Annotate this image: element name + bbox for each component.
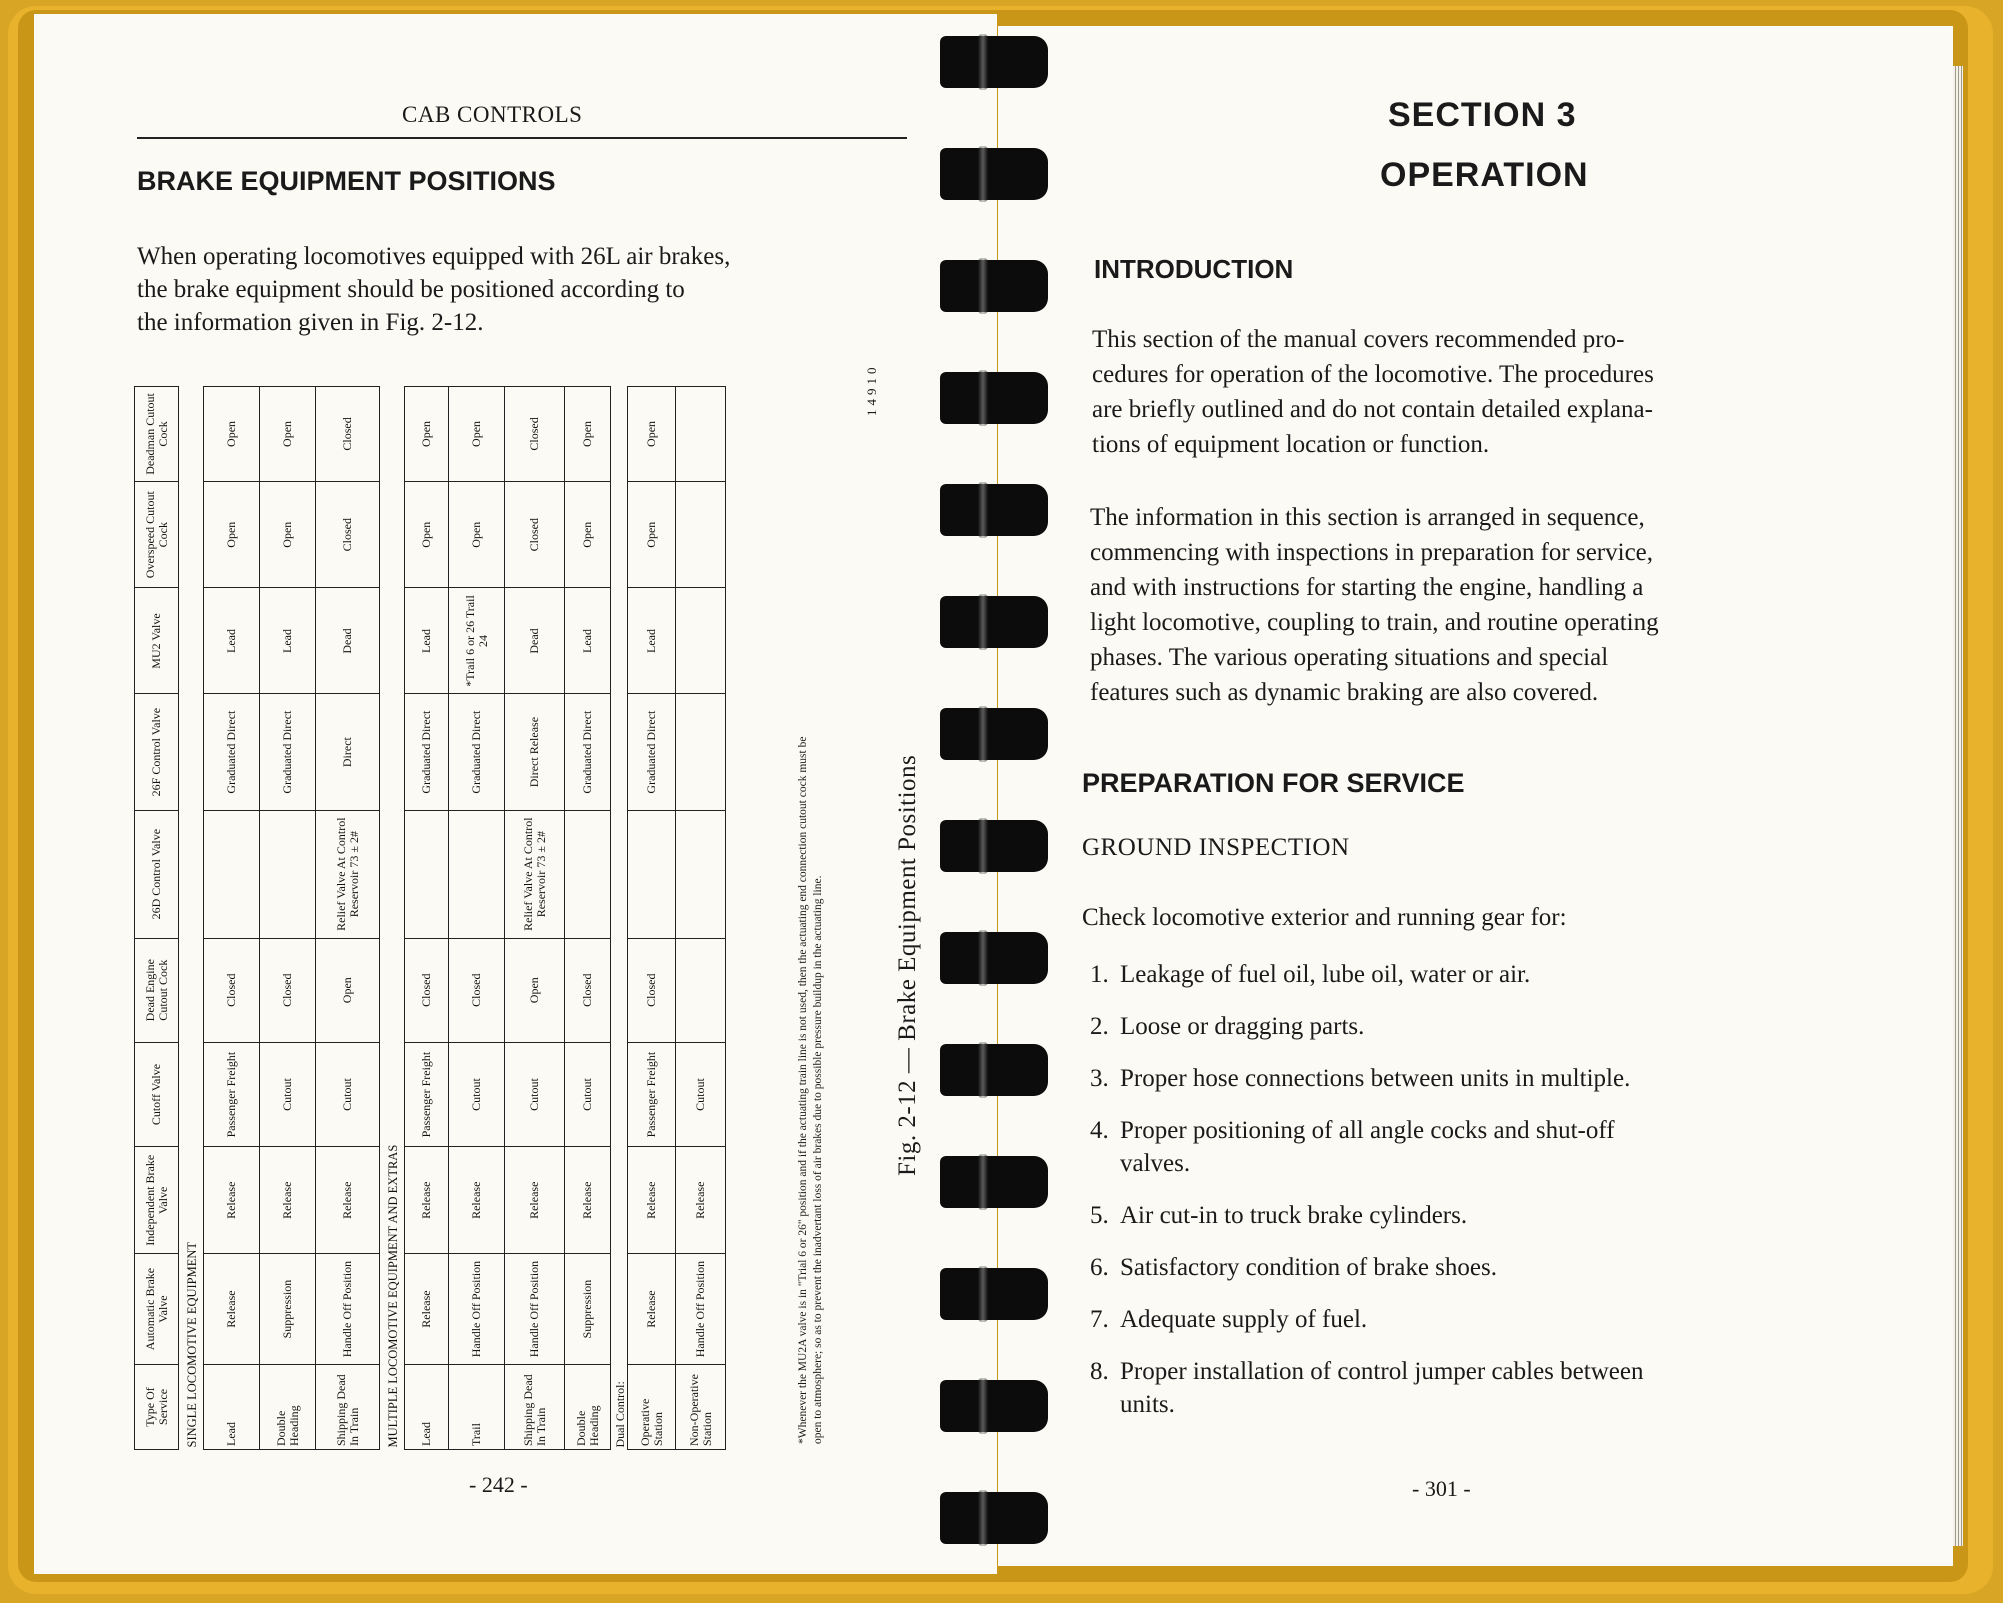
table-cell	[449, 810, 505, 938]
list-item	[1090, 1251, 1940, 1284]
table-cell: Closed	[565, 938, 611, 1042]
table-cell: Release	[316, 1147, 380, 1254]
table-cell: Open	[628, 481, 676, 588]
table-header-row	[135, 387, 179, 1450]
table-cell: Cutout	[449, 1042, 505, 1147]
table-cell	[204, 810, 260, 938]
table-cell: Release	[204, 1254, 260, 1365]
table-cell: Dead	[505, 588, 565, 694]
table-cell: Non-Operative Station	[676, 1364, 726, 1449]
section-title: MULTIPLE LOCOMOTIVE EQUIPMENT AND EXTRAS	[385, 1144, 400, 1448]
table-row	[204, 387, 260, 1450]
figure-caption: Fig. 2-12 — Brake Equipment Positions	[894, 754, 921, 1176]
table-cell: Open	[316, 938, 380, 1042]
table-row	[565, 387, 611, 1450]
page-edges	[1953, 66, 1963, 1546]
figure-number: 14910	[864, 363, 879, 416]
col-header: Dead Engine Cutout Cock	[135, 938, 179, 1042]
ground-inspection-heading: GROUND INSPECTION	[1082, 834, 1350, 861]
table-cell: Lead	[260, 588, 316, 694]
table-cell	[676, 810, 726, 938]
table-cell: Graduated Direct	[260, 694, 316, 810]
header-rule	[137, 137, 907, 139]
table-cell: Trail	[449, 1364, 505, 1449]
item-text: Proper installation of control jumper cables between	[1120, 1358, 1644, 1385]
table-cell: Open	[204, 387, 260, 482]
binding-ring	[940, 30, 1048, 94]
table-cell: Lead	[565, 588, 611, 694]
col-header: Type Of Service	[135, 1364, 179, 1449]
table-cell: Relief Valve At Control Reservoir 73 ± 2#	[316, 810, 380, 938]
item-number: 2.	[1090, 1013, 1109, 1040]
col-header: Deadman Cutout Cock	[135, 387, 179, 482]
paragraph-line: commencing with inspections in preparation for service,	[1090, 539, 1654, 566]
table-footnote	[796, 404, 826, 1444]
table-cell: Handle Off Position	[676, 1254, 726, 1365]
table-cell: Graduated Direct	[405, 694, 449, 810]
table-cell: Release	[204, 1147, 260, 1254]
section-title: Dual Control:	[612, 1381, 627, 1448]
table-cell: Lead	[405, 588, 449, 694]
list-item	[1090, 1062, 1940, 1095]
list-item	[1090, 1010, 1940, 1043]
table-cell: Open	[449, 481, 505, 588]
binding-ring	[940, 1038, 1048, 1102]
brake-positions-table-rotated	[134, 386, 726, 1450]
binding-ring	[940, 590, 1048, 654]
table-cell: Closed	[316, 387, 380, 482]
table-cell: Closed	[449, 938, 505, 1042]
paragraph-line: This section of the manual covers recommended pro-	[1092, 326, 1625, 353]
table-cell: Open	[628, 387, 676, 482]
table-cell: Closed	[628, 938, 676, 1042]
paragraph-line: light locomotive, coupling to train, and routine operating	[1090, 609, 1659, 636]
intro-line: the brake equipment should be positioned according to	[137, 276, 685, 303]
paragraph-line: tions of equipment location or function.	[1092, 431, 1490, 458]
table-cell	[260, 810, 316, 938]
table-cell: Open	[565, 387, 611, 482]
intro-line: When operating locomotives equipped with 26L air brakes,	[137, 243, 731, 270]
introduction-paragraph	[1092, 322, 1932, 462]
col-header: Cutoff Valve	[135, 1042, 179, 1147]
binding-ring	[940, 142, 1048, 206]
item-number: 3.	[1090, 1065, 1109, 1092]
intro-paragraph	[137, 240, 927, 339]
intro-line: the information given in Fig. 2-12.	[137, 309, 484, 336]
table-cell: Release	[405, 1254, 449, 1365]
table-cell	[676, 481, 726, 588]
table-cell: Shipping Dead In Train	[505, 1364, 565, 1449]
table-cell	[676, 694, 726, 810]
item-number: 6.	[1090, 1254, 1109, 1281]
item-number: 1.	[1090, 961, 1109, 988]
table-cell: Open	[204, 481, 260, 588]
left-page	[34, 14, 997, 1574]
list-item	[1090, 958, 1940, 991]
item-text: units.	[1120, 1391, 1175, 1418]
item-number: 7.	[1090, 1306, 1109, 1333]
table-row	[316, 387, 380, 1450]
table-cell: Passenger Freight	[628, 1042, 676, 1147]
footnote-line: *Whenever the MU2A valve is in "Trial 6 or 26" position and if the actuating train line is not used, then the actuating end connection cutout cock must be	[797, 736, 809, 1444]
table-cell	[565, 810, 611, 938]
table-cell: Open	[260, 481, 316, 588]
table-cell: Closed	[204, 938, 260, 1042]
inspection-checklist	[1090, 958, 1940, 1440]
binding-ring	[940, 814, 1048, 878]
table-cell	[676, 387, 726, 482]
table-cell: Cutout	[316, 1042, 380, 1147]
table-cell: Cutout	[505, 1042, 565, 1147]
table-cell: Open	[449, 387, 505, 482]
section-title: SINGLE LOCOMOTIVE EQUIPMENT	[184, 1241, 199, 1448]
table-cell	[676, 588, 726, 694]
table-cell: Closed	[505, 387, 565, 482]
table-cell: Open	[405, 387, 449, 482]
table-cell: Closed	[316, 481, 380, 588]
table-cell: Graduated Direct	[204, 694, 260, 810]
paragraph-line: are briefly outlined and do not contain detailed explana-	[1092, 396, 1653, 423]
table-cell: Closed	[405, 938, 449, 1042]
table-cell: Open	[565, 481, 611, 588]
sequence-paragraph	[1090, 500, 1940, 710]
col-header: Automatic Brake Valve	[135, 1254, 179, 1365]
table-cell: Release	[260, 1147, 316, 1254]
table-row	[405, 387, 449, 1450]
table-cell: Direct Release	[505, 694, 565, 810]
table-cell: Release	[449, 1147, 505, 1254]
item-text: Satisfactory condition of brake shoes.	[1120, 1254, 1497, 1281]
table-cell: Cutout	[565, 1042, 611, 1147]
binding-ring	[940, 926, 1048, 990]
table-cell: Passenger Freight	[204, 1042, 260, 1147]
table-cell: Relief Valve At Control Reservoir 73 ± 2#	[505, 810, 565, 938]
paragraph-line: cedures for operation of the locomotive. The procedures	[1092, 361, 1654, 388]
binding-ring	[940, 1374, 1048, 1438]
running-header: CAB CONTROLS	[402, 102, 583, 127]
checklist-intro: Check locomotive exterior and running gear for:	[1082, 904, 1567, 931]
col-header: Independent Brake Valve	[135, 1147, 179, 1254]
table-cell: Release	[405, 1147, 449, 1254]
table-cell	[405, 810, 449, 938]
binding-ring	[940, 478, 1048, 542]
paragraph-line: phases. The various operating situations and special	[1090, 644, 1609, 671]
table-cell: *Trail 6 or 26 Trail 24	[449, 588, 505, 694]
item-text: valves.	[1120, 1150, 1191, 1177]
preparation-heading: PREPARATION FOR SERVICE	[1082, 768, 1465, 798]
item-text: Proper positioning of all angle cocks and shut-off	[1120, 1117, 1615, 1144]
table-cell: Lead	[628, 588, 676, 694]
table-row	[676, 387, 726, 1450]
table-row	[628, 387, 676, 1450]
item-number: 5.	[1090, 1202, 1109, 1229]
list-item	[1090, 1355, 1940, 1421]
table-cell: Lead	[405, 1364, 449, 1449]
table-cell: Graduated Direct	[565, 694, 611, 810]
table-cell: Double Heading	[260, 1364, 316, 1449]
page-number: - 242 -	[469, 1472, 528, 1497]
item-number: 4.	[1090, 1117, 1109, 1144]
introduction-heading: INTRODUCTION	[1094, 254, 1294, 284]
table-cell: Handle Off Position	[449, 1254, 505, 1365]
brake-positions-table	[134, 386, 726, 1450]
table-cell	[676, 938, 726, 1042]
table-cell: Closed	[260, 938, 316, 1042]
list-item	[1090, 1303, 1940, 1336]
table-cell: Cutout	[676, 1042, 726, 1147]
table-cell: Handle Off Position	[316, 1254, 380, 1365]
table-row	[505, 387, 565, 1450]
col-header: MU2 Valve	[135, 588, 179, 694]
table-row	[260, 387, 316, 1450]
table-row	[449, 387, 505, 1450]
table-cell: Release	[505, 1147, 565, 1254]
table-cell: Closed	[505, 481, 565, 588]
table-cell: Shipping Dead In Train	[316, 1364, 380, 1449]
table-cell: Graduated Direct	[449, 694, 505, 810]
table-cell: Release	[565, 1147, 611, 1254]
footnote-line: open to atmosphere; so as to prevent the inadvertant loss of air brakes due to possible pressure buildup in the actuating line.	[812, 875, 824, 1444]
table-cell: Dead	[316, 588, 380, 694]
paragraph-line: The information in this section is arranged in sequence,	[1090, 504, 1645, 531]
table-cell: Open	[260, 387, 316, 482]
col-header: Overspeed Cutout Cock	[135, 481, 179, 588]
table-cell: Release	[628, 1254, 676, 1365]
page-number: - 301 -	[1412, 1476, 1471, 1501]
table-cell: Handle Off Position	[505, 1254, 565, 1365]
table-cell: Suppression	[260, 1254, 316, 1365]
item-text: Air cut-in to truck brake cylinders.	[1120, 1202, 1468, 1229]
table-cell	[628, 810, 676, 938]
section-title: OPERATION	[1380, 156, 1589, 194]
binding-ring	[940, 366, 1048, 430]
binding-ring	[940, 702, 1048, 766]
paragraph-line: features such as dynamic braking are also covered.	[1090, 679, 1599, 706]
table-cell: Release	[628, 1147, 676, 1254]
item-text: Loose or dragging parts.	[1120, 1013, 1365, 1040]
table-cell: Double Heading	[565, 1364, 611, 1449]
table-cell: Lead	[204, 1364, 260, 1449]
table-cell: Open	[505, 938, 565, 1042]
item-text: Proper hose connections between units in multiple.	[1120, 1065, 1631, 1092]
table-cell: Direct	[316, 694, 380, 810]
binding-ring	[940, 1486, 1048, 1550]
table-cell: Lead	[204, 588, 260, 694]
binding-ring	[940, 254, 1048, 318]
right-page	[998, 26, 1953, 1566]
binding-ring	[940, 1150, 1048, 1214]
col-header: 26D Control Valve	[135, 810, 179, 938]
table-cell: Graduated Direct	[628, 694, 676, 810]
table-cell: Open	[405, 481, 449, 588]
table-cell: Passenger Freight	[405, 1042, 449, 1147]
list-item	[1090, 1114, 1940, 1180]
item-text: Leakage of fuel oil, lube oil, water or air.	[1120, 961, 1531, 988]
paragraph-line: and with instructions for starting the engine, handling a	[1090, 574, 1644, 601]
list-item	[1090, 1199, 1940, 1232]
item-number: 8.	[1090, 1358, 1109, 1385]
binding-ring	[940, 1262, 1048, 1326]
table-cell: Release	[676, 1147, 726, 1254]
page-title: BRAKE EQUIPMENT POSITIONS	[137, 166, 556, 196]
col-header: 26F Control Valve	[135, 694, 179, 810]
table-cell: Suppression	[565, 1254, 611, 1365]
item-text: Adequate supply of fuel.	[1120, 1306, 1368, 1333]
table-cell: Operative Station	[628, 1364, 676, 1449]
table-cell: Cutout	[260, 1042, 316, 1147]
section-number: SECTION 3	[1388, 96, 1577, 134]
